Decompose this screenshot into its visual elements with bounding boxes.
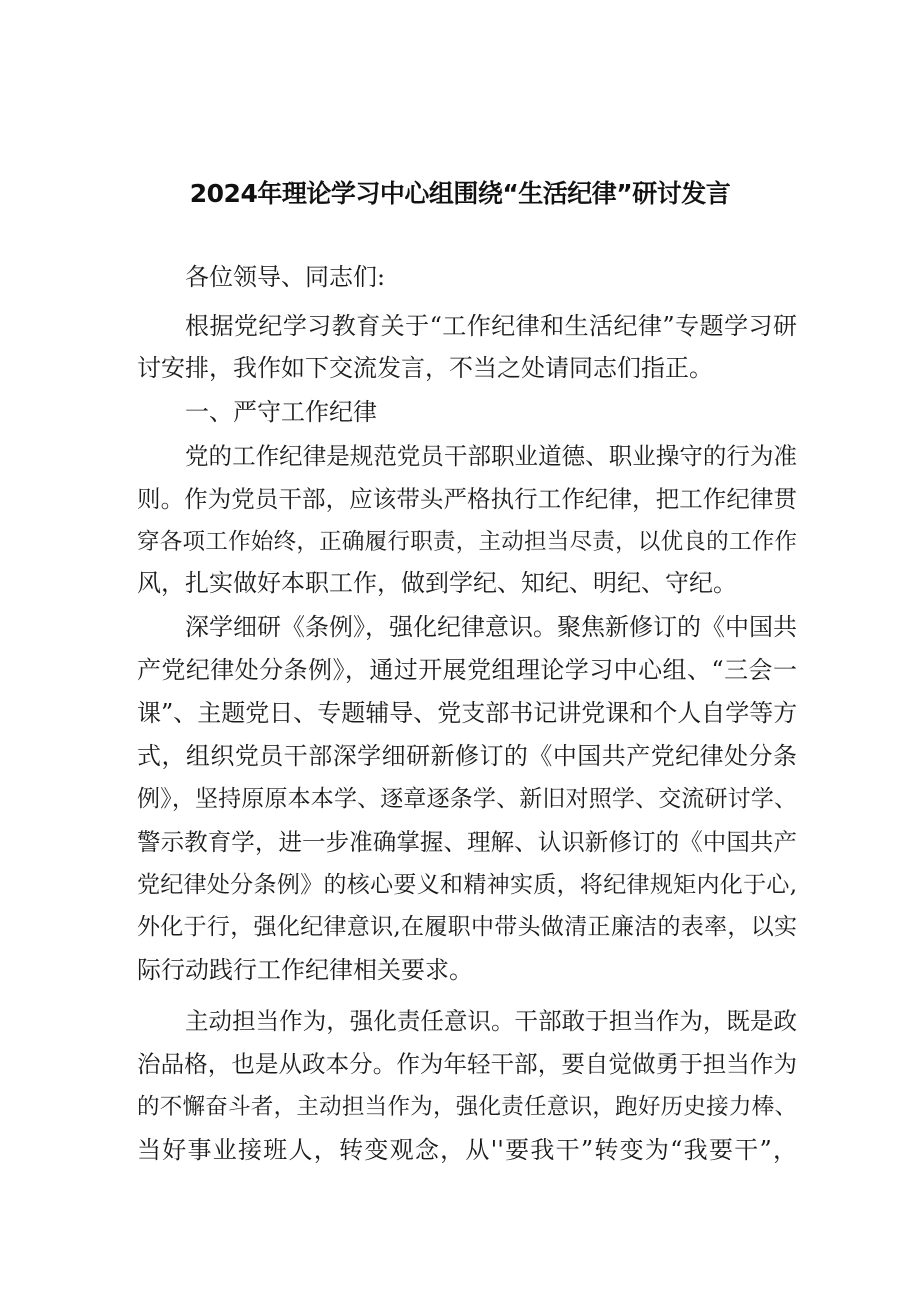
paragraph-line: 外化于行，强化纪律意识,在履职中带头做清正廉洁的表率，以实: [137, 914, 797, 940]
paragraph-line: 际行动践行工作纪律相关要求。: [137, 956, 473, 984]
paragraph-line: 党纪律处分条例》的核心要义和精神实质，将纪律规矩内化于心,: [137, 872, 797, 898]
paragraph-line: 的不懈奋斗者，主动担当作为，强化责任意识，跑好历史接力棒、: [137, 1094, 797, 1120]
paragraph-line: 根据党纪学习教育关于“工作纪律和生活纪律”专题学习研: [185, 312, 797, 340]
paragraph-line: 治品格，也是从政本分。作为年轻干部，要自觉做勇于担当作为: [137, 1050, 797, 1078]
paragraph-line: 主动担当作为，强化责任意识。干部敢于担当作为，既是政: [185, 1007, 797, 1035]
paragraph-line: 式，组织党员干部深学细研新修订的《中国共产党纪律处分条: [137, 742, 797, 770]
document-title: 2024年理论学习中心组围绕“生活纪律”研讨发言: [189, 179, 731, 208]
paragraph-line: 深学细研《条例》，强化纪律意识。聚焦新修订的《中国共: [185, 613, 797, 641]
paragraph-line: 当好事业接班人，转变观念，从''要我干”转变为“我要干”，: [137, 1136, 797, 1164]
paragraph-line: 产党纪律处分条例》，通过开展党组理论学习中心组、“三会一: [137, 656, 797, 684]
paragraph-line: 警示教育学，进一步准确掌握、理解、认识新修订的《中国共产: [137, 828, 797, 856]
paragraph-line: 例》，坚持原原本本学、逐章逐条学、新旧对照学、交流研讨学、: [137, 786, 797, 812]
paragraph-line: 课”、主题党日、专题辅导、党支部书记讲党课和个人自学等方: [137, 699, 798, 727]
paragraph-line: 风，扎实做好本职工作，做到学纪、知纪、明纪、守纪。: [137, 569, 737, 597]
section-heading: 一、严守工作纪律: [185, 398, 377, 426]
paragraph-line: 党的工作纪律是规范党员干部职业道德、职业操守的行为准: [185, 442, 797, 470]
paragraph-line: 穿各项工作始终，正确履行职责，主动担当尽责，以优良的工作作: [137, 529, 797, 555]
paragraph-line: 讨安排，我作如下交流发言，不当之处请同志们指正。: [137, 354, 713, 382]
paragraph-line: 则。作为党员干部，应该带头严格执行工作纪律，把工作纪律贯: [137, 485, 797, 513]
greeting: 各位领导、同志们:: [185, 263, 386, 291]
